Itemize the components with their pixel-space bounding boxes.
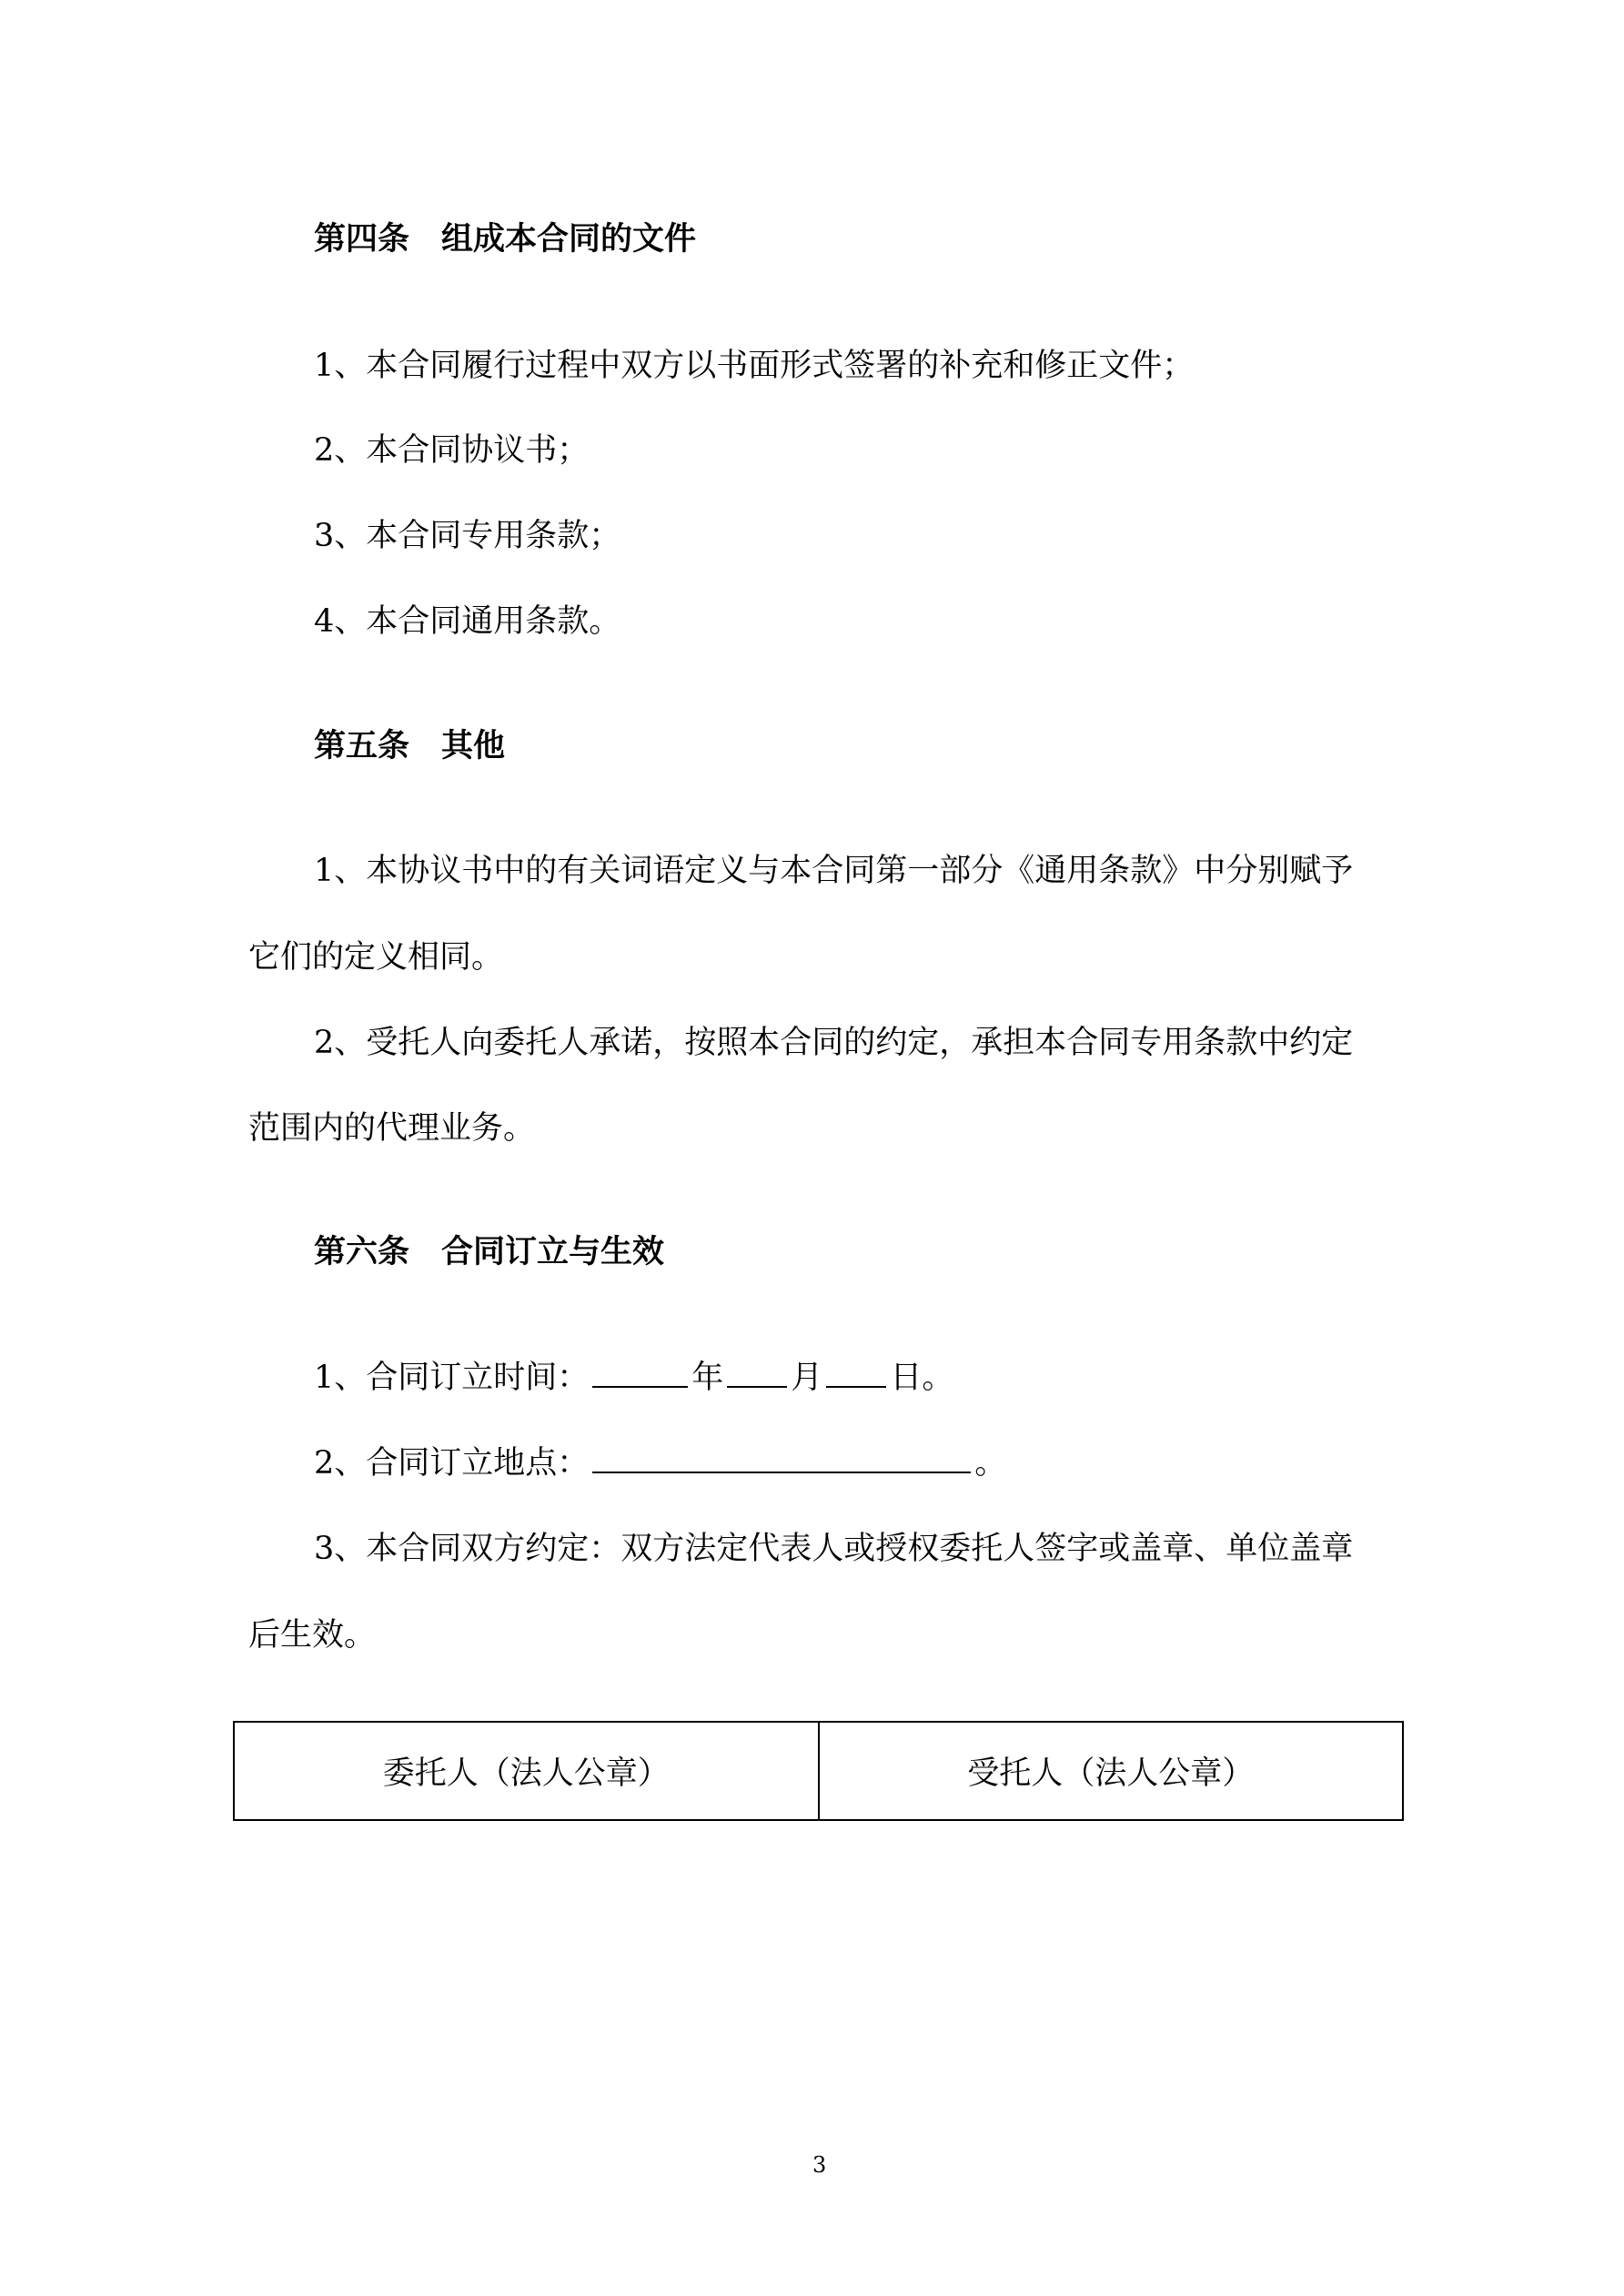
day-label: 日。 [890, 1360, 954, 1396]
paragraph-line: 范围内的代理业务。 [248, 1110, 536, 1147]
page-number: 3 [812, 2152, 827, 2178]
signing-place-label: 2、合同订立地点： [314, 1445, 590, 1482]
principal-seal-cell: 委托人（法人公章） [234, 1722, 819, 1820]
agent-seal-cell: 受托人（法人公章） [819, 1722, 1404, 1820]
place-blank[interactable] [592, 1444, 971, 1473]
article-5-heading: 第五条 其他 [314, 727, 506, 764]
paragraph-line: 1、本协议书中的有关词语定义与本合同第一部分《通用条款》中分别赋予 [314, 853, 1354, 889]
year-label: 年 [691, 1360, 724, 1396]
signing-place-line [314, 1443, 1006, 1483]
list-item: 4、本合同通用条款。 [314, 603, 621, 640]
list-item: 2、本合同协议书； [314, 432, 590, 469]
list-item: 3、本合同专用条款； [314, 518, 621, 554]
list-item: 1、本合同履行过程中双方以书面形式签署的补充和修正文件； [314, 348, 1195, 384]
paragraph-line: 后生效。 [248, 1617, 377, 1654]
period: 。 [974, 1445, 1007, 1482]
signing-date-line [314, 1358, 953, 1398]
day-blank[interactable] [826, 1359, 886, 1388]
article-4-heading: 第四条 组成本合同的文件 [314, 220, 697, 258]
signature-table [233, 1721, 1404, 1821]
paragraph-line: 它们的定义相同。 [248, 939, 504, 976]
year-blank[interactable] [592, 1359, 688, 1388]
paragraph-line: 3、本合同双方约定：双方法定代表人或授权委托人签字或盖章、单位盖章 [314, 1531, 1354, 1567]
signing-date-label: 1、合同订立时间： [314, 1360, 590, 1396]
month-blank[interactable] [727, 1359, 787, 1388]
paragraph-line: 2、受托人向委托人承诺，按照本合同的约定，承担本合同专用条款中约定 [314, 1025, 1354, 1061]
article-6-heading: 第六条 合同订立与生效 [314, 1233, 665, 1270]
month-label: 月 [791, 1360, 823, 1396]
